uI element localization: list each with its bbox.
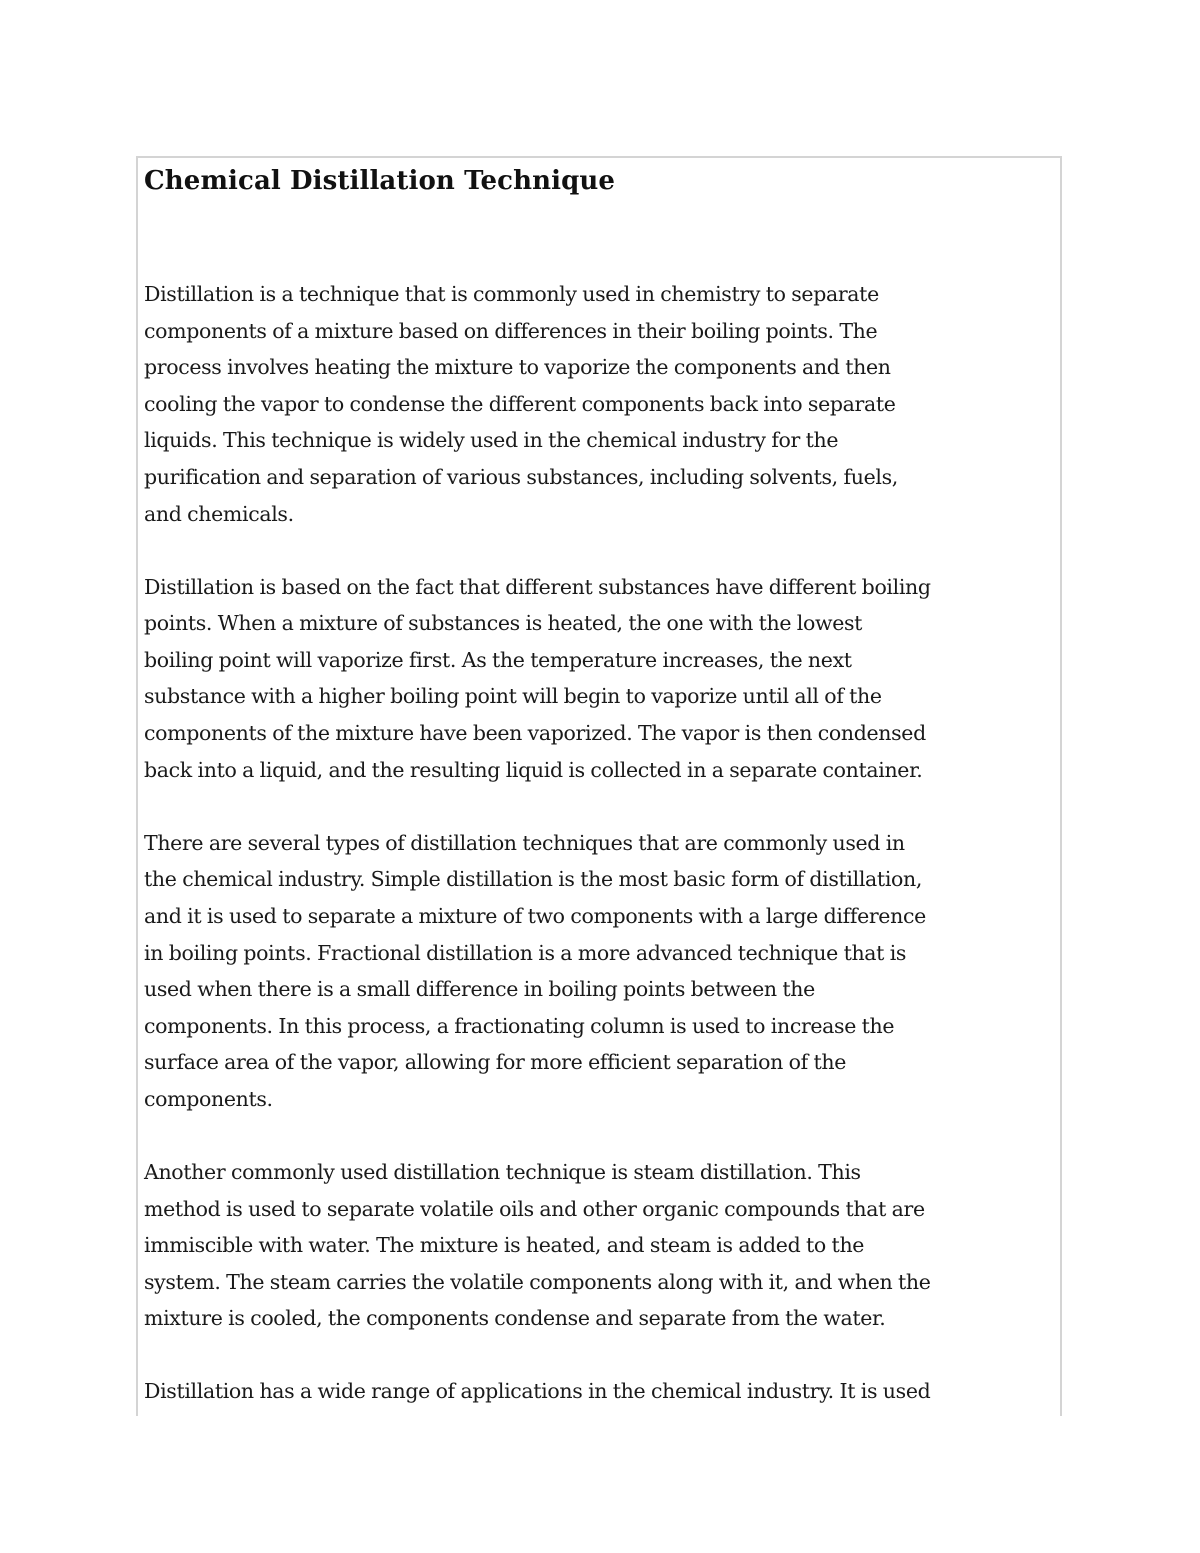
paragraph-1 [144,276,1060,532]
text-line: in boiling points. Fractional distillation is a more advanced technique that is [144,940,907,965]
text-line: points. When a mixture of substances is heated, the one with the lowest [144,611,863,636]
text-line: method is used to separate volatile oils and other organic compounds that are [144,1196,925,1221]
text-line: Distillation has a wide range of applications in the chemical industry. It is used [144,1379,931,1404]
text-line: Distillation is based on the fact that different substances have different boiling [144,574,931,599]
text-line: purification and separation of various substances, including solvents, fuels, [144,464,898,489]
text-line: components. In this process, a fractionating column is used to increase the [144,1013,895,1038]
text-line: cooling the vapor to condense the different components back into separate [144,391,896,416]
paragraph-3 [144,825,1060,1118]
text-line: There are several types of distillation techniques that are commonly used in [144,830,905,855]
text-line: components. [144,1086,273,1111]
text-line: boiling point will vaporize first. As the temperature increases, the next [144,647,852,672]
text-line: substance with a higher boiling point will begin to vaporize until all of the [144,684,882,709]
text-line: Another commonly used distillation technique is steam distillation. This [144,1159,861,1184]
text-line: the chemical industry. Simple distillation is the most basic form of distillation, [144,867,923,892]
text-line: and chemicals. [144,501,294,526]
paragraph-4 [144,1154,1060,1337]
document-content [144,158,1060,1416]
text-line: surface area of the vapor, allowing for more efficient separation of the [144,1050,847,1075]
text-line: Distillation is a technique that is commonly used in chemistry to separate [144,282,879,306]
text-line: used when there is a small difference in boiling points between the [144,977,815,1002]
paragraph-2 [144,569,1060,789]
text-line: immiscible with water. The mixture is heated, and steam is added to the [144,1233,865,1258]
text-line: and it is used to separate a mixture of two components with a large difference [144,903,926,928]
content-frame [136,156,1062,1416]
text-line: system. The steam carries the volatile components along with it, and when the [144,1269,931,1294]
document-title: Chemical Distillation Technique [144,166,616,196]
text-line: mixture is cooled, the components condense and separate from the water. [144,1306,886,1331]
text-line: back into a liquid, and the resulting liquid is collected in a separate container. [144,757,923,782]
text-line: liquids. This technique is widely used in the chemical industry for the [144,428,839,453]
text-line: components of a mixture based on differences in their boiling points. The [144,318,878,343]
text-line: process involves heating the mixture to vaporize the components and then [144,355,891,380]
paragraph-5 [144,1373,1060,1410]
text-line: components of the mixture have been vaporized. The vapor is then condensed [144,721,926,746]
